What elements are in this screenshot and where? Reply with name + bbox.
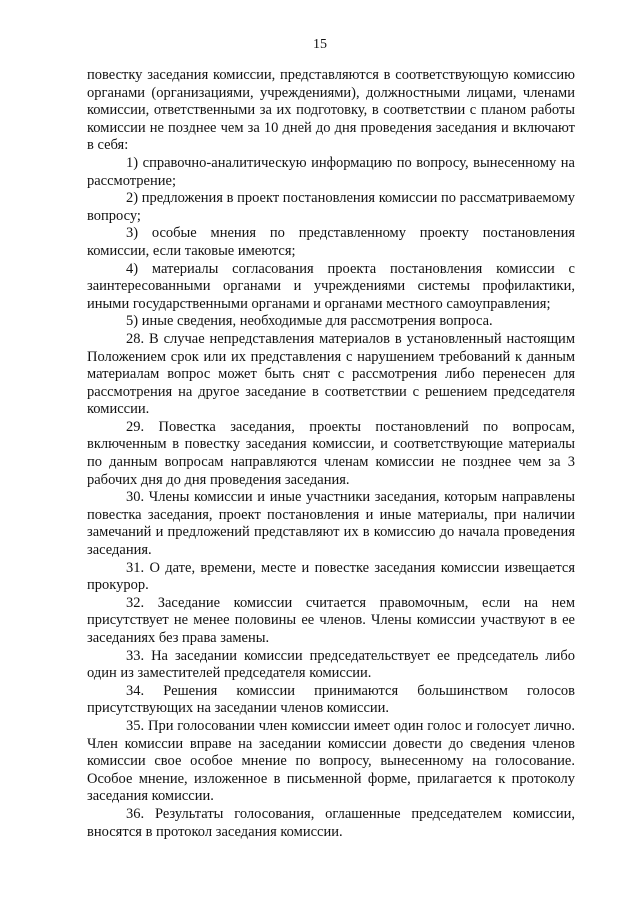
list-item-1: 1) справочно-аналитическую информацию по вопросу, вынесенному на рассмотрение; xyxy=(87,154,575,189)
clause-33: 33. На заседании комиссии председательствует ее председатель либо один из заместителей председателя комиссии. xyxy=(87,647,575,682)
paragraph-continuation: повестку заседания комиссии, представляются в соответствующую комиссию органами (организациями, учреждениями), должностными лицами, членами комиссии, ответственными за их подготовку, в соответствии с планом работы комиссии не позднее чем за 10 дней до дня проведения заседания и включают в себя: xyxy=(87,67,575,154)
clause-32: 32. Заседание комиссии считается правомочным, если на нем присутствует не менее половины ее членов. Члены комиссии участвуют в ее заседаниях без права замены. xyxy=(87,594,575,646)
document-body xyxy=(87,67,575,841)
list-item-5: 5) иные сведения, необходимые для рассмотрения вопроса. xyxy=(126,313,493,330)
page-number: 15 xyxy=(313,37,327,52)
clause-34: 34. Решения комиссии принимаются большинством голосов присутствующих на заседании членов комиссии. xyxy=(87,682,575,717)
clause-35: 35. При голосовании член комиссии имеет один голос и голосует лично. Член комиссии вправе на заседании комиссии довести до сведения членов комиссии свое особое мнение по вопросу, вынесенному на голосование. Особое мнение, изложенное в письменной форме, прилагается к протоколу заседания комиссии. xyxy=(87,717,575,805)
clause-30: 30. Члены комиссии и иные участники заседания, которым направлены повестка заседания, проект постановления и иные материалы, при наличии замечаний и предложений представляют их в комиссию до начала проведения заседания. xyxy=(87,489,575,559)
list-item-4: 4) материалы согласования проекта постановления комиссии с заинтересованными органами и учреждениями системы профилактики, иными государственными органами и органами местного самоуправления; xyxy=(87,260,575,312)
clause-36: 36. Результаты голосования, оглашенные председателем комиссии, вносятся в протокол заседания комиссии. xyxy=(87,805,575,840)
list-item-2: 2) предложения в проект постановления комиссии по рассматриваемому вопросу; xyxy=(87,190,575,224)
list-item-3: 3) особые мнения по представленному проекту постановления комиссии, если таковые имеются; xyxy=(87,225,575,259)
clause-31: 31. О дате, времени, месте и повестке заседания комиссии извещается прокурор. xyxy=(87,559,575,594)
clause-29: 29. Повестка заседания, проекты постановлений по вопросам, включенным в повестку заседания комиссии, и соответствующие материалы по данным вопросам направляются членам комиссии не позднее чем за 3 рабочих дня до дня проведения заседания. xyxy=(87,418,575,488)
clause-28: 28. В случае непредставления материалов в установленный настоящим Положением срок или их представления с нарушением требований к данным материалам вопрос может быть снят с рассмотрения либо перенесен для рассмотрения на другое заседание в соответствии с решением председателя комиссии. xyxy=(87,330,575,418)
